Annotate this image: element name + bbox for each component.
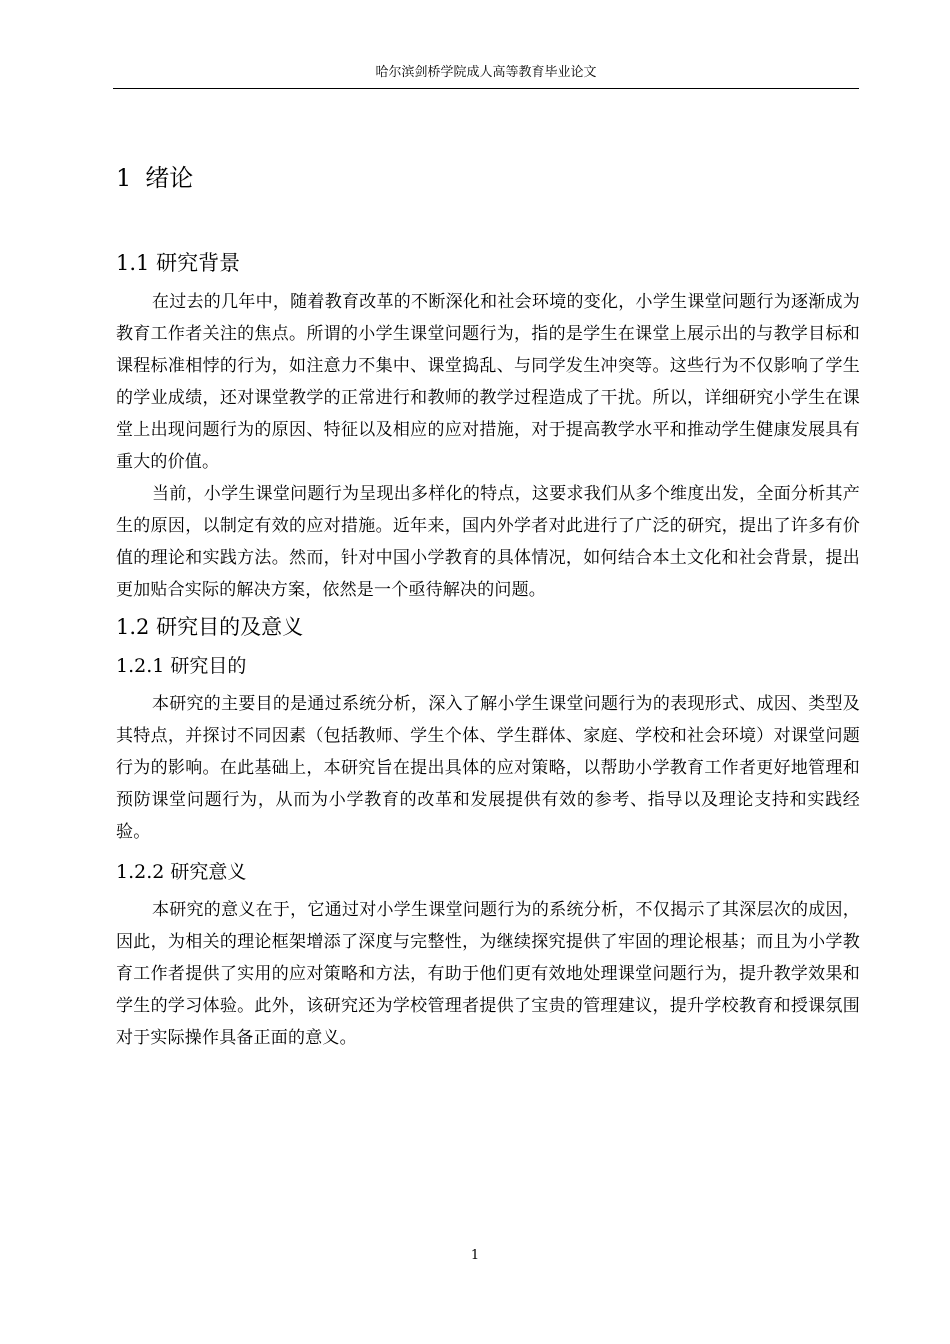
page-number: 1 — [470, 1248, 480, 1263]
header-divider — [113, 88, 859, 89]
paragraph-background-2: 当前，小学生课堂问题行为呈现出多样化的特点，这要求我们从多个维度出发，全面分析其产生的原因，以制定有效的应对措施。近年来，国内外学者对此进行了广泛的研究，提出了许多有价值的理论和实践方法。然而，针对中国小学教育的具体情况，如何结合本土文化和社会背景，提出更加贴合实际的解决方案，依然是一个亟待解决的问题。 — [116, 484, 860, 600]
running-header: 哈尔滨剑桥学院成人高等教育毕业论文 — [375, 65, 597, 80]
subsection-heading-1-2-1: 1.2.1 研究目的 — [116, 655, 247, 677]
paragraph-purpose: 本研究的主要目的是通过系统分析，深入了解小学生课堂问题行为的表现形式、成因、类型及其特点，并探讨不同因素（包括教师、学生个体、学生群体、家庭、学校和社会环境）对课堂问题行为的影响。在此基础上，本研究旨在提出具体的应对策略，以帮助小学教育工作者更好地管理和预防课堂问题行为，从而为小学教育的改革和发展提供有效的参考、指导以及理论支持和实践经验。 — [116, 694, 860, 842]
section-heading-1-2: 1.2 研究目的及意义 — [116, 615, 304, 639]
page-body — [116, 160, 860, 1054]
subsection-heading-1-2-2: 1.2.2 研究意义 — [116, 861, 247, 883]
chapter-heading — [116, 160, 860, 196]
paragraph-background-1: 在过去的几年中，随着教育改革的不断深化和社会环境的变化，小学生课堂问题行为逐渐成为教育工作者关注的焦点。所谓的小学生课堂问题行为，指的是学生在课堂上展示出的与教学目标和课程标准相悖的行为，如注意力不集中、课堂捣乱、与同学发生冲突等。这些行为不仅影响了学生的学业成绩，还对课堂教学的正常进行和教师的教学过程造成了干扰。所以，详细研究小学生在课堂上出现问题行为的原因、特征以及相应的应对措施，对于提高教学水平和推动学生健康发展具有重大的价值。 — [116, 292, 860, 472]
chapter-title: 绪论 — [145, 164, 194, 192]
chapter-number: 1 — [116, 164, 132, 192]
paragraph-significance: 本研究的意义在于，它通过对小学生课堂问题行为的系统分析，不仅揭示了其深层次的成因，因此，为相关的理论框架增添了深度与完整性，为继续探究提供了牢固的理论根基；而且为小学教育工作者提供了实用的应对策略和方法，有助于他们更有效地处理课堂问题行为，提升教学效果和学生的学习体验。此外，该研究还为学校管理者提供了宝贵的管理建议，提升学校教育和授课氛围对于实际操作具备正面的意义。 — [116, 900, 860, 1048]
section-heading-1-1: 1.1 研究背景 — [116, 251, 241, 275]
